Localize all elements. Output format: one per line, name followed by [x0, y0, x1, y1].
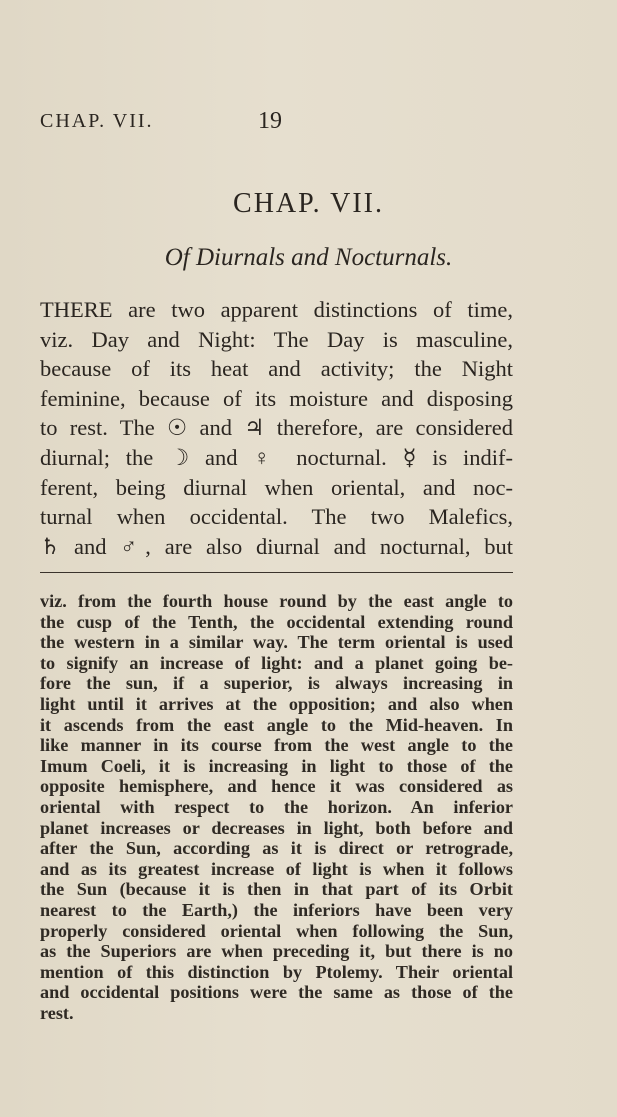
main-line: turnal when occidental. The two Malefics,: [40, 504, 513, 530]
footnote-line: and as its greatest increase of light is when it follows: [40, 858, 513, 879]
main-line: feminine, because of its moisture and disposing: [40, 385, 513, 411]
footnote-line: and occidental positions were the same as those of the: [40, 982, 513, 1003]
main-line: to rest. The ☉ and ♃ therefore, are considered: [40, 415, 513, 441]
footnote-line: fore the sun, if a superior, is always increasing in: [40, 673, 513, 694]
chapter-title: CHAP. VII.: [233, 188, 384, 219]
footnote-line: like manner in its course from the west angle to the: [40, 735, 513, 756]
footnote-divider: [40, 572, 513, 573]
main-paragraph: [40, 295, 513, 561]
footnote-line: as the Superiors are when preceding it, but there is no: [40, 941, 513, 962]
footnote-line: light until it arrives at the opposition; and also when: [40, 693, 513, 714]
main-line: because of its heat and activity; the Night: [40, 356, 513, 382]
footnote-line: the Sun (because it is then in that part of its Orbit: [40, 879, 513, 900]
footnote-line: Imum Coeli, it is increasing in light to those of the: [40, 755, 513, 776]
footnote-line: it ascends from the east angle to the Mid-heaven. In: [40, 714, 513, 735]
running-head: CHAP. VII.: [40, 110, 154, 132]
main-line: THERE are two apparent distinctions of time,: [40, 297, 513, 322]
footnote-line: after the Sun, according as it is direct or retrograde,: [40, 838, 513, 859]
section-title: Of Diurnals and Nocturnals.: [164, 244, 453, 271]
footnote-line: planet increases or decreases in light, both before and: [40, 817, 513, 838]
page-number: 19: [258, 108, 282, 134]
main-line: diurnal; the ☽ and ♀ nocturnal. ☿ is indif-: [40, 444, 513, 470]
main-line: ferent, being diurnal when oriental, and noc-: [40, 474, 513, 500]
footnote-line: the cusp of the Tenth, the occidental extending round: [40, 611, 513, 632]
footnote-line: mention of this distinction by Ptolemy. Their oriental: [40, 961, 513, 982]
page-header: [40, 110, 290, 144]
footnote-line: the western in a similar way. The term oriental is used: [40, 632, 513, 653]
footnote-paragraph: [40, 591, 513, 1023]
main-line: ♄ and ♂, are also diurnal and nocturnal, but: [40, 533, 513, 559]
main-line: viz. Day and Night: The Day is masculine,: [40, 326, 513, 352]
footnote-line: opposite hemisphere, and hence it was considered as: [40, 776, 513, 797]
footnote-line: viz. from the fourth house round by the east angle to: [40, 591, 513, 611]
footnote-line: to signify an increase of light: and a planet going be-: [40, 652, 513, 673]
footnote-line: nearest to the Earth,) the inferiors have been very: [40, 899, 513, 920]
footnote-line: rest.: [40, 1002, 74, 1023]
footnote-line: properly considered oriental when following the Sun,: [40, 920, 513, 941]
footnote-line: oriental with respect to the horizon. An inferior: [40, 796, 513, 817]
